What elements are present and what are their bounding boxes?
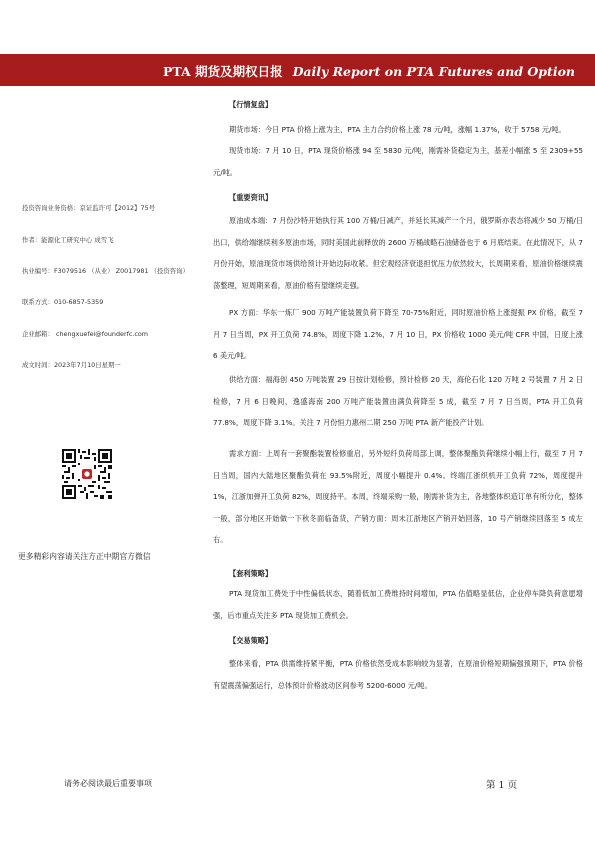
contact-phone: 联系方式：010-6857-5359 [22, 298, 104, 306]
paragraph-supply: 供给方面：福海创 450 万吨装置 29 日按计划检修，预计检修 20 天，海伦石化 120 万吨 2 号装置 7 月 2 日检修，7 月 6 日晚间，逸盛海南 200 万吨产能装置由满负荷降至 5 成，截至 7 月 7 日当周，PTA 开工负荷 77.8%，周度下降 3.1%。关注 7 月份恒力惠州二期 250 万吨 PTA 新产能投产计划。 [213, 375, 583, 427]
page-number: 第 1 页 [486, 780, 518, 791]
paragraph-spot-market: 现货市场：7 月 10 日，PTA 现货价格涨 94 至 5830 元/吨，刚需补货稳定为主，基差小幅涨 5 至 2309+55 元/吨。 [213, 146, 583, 177]
author-info: 作者：能源化工研究中心 成雪飞 [22, 236, 114, 244]
paragraph-futures-market: 期货市场：今日 PTA 价格上涨为主，PTA 主力合约价格上涨 78 元/吨，涨幅 1.37%，收于 5758 元/吨。 [229, 125, 566, 134]
report-date: 成文时间：2023年7月10日星期一 [22, 361, 121, 369]
license-info: 投资咨询业务资格：京证监许可【2012】75号 [22, 204, 156, 212]
contact-email: 企业邮箱： chengxuefei@founderfc.com [22, 330, 149, 338]
paragraph-px: PX 方面：华东一炼厂 900 万吨产能装置负荷下降至 70-75%附近，同时原油价格上涨提振 PX 价格，截至 7 月 7 日当周，PX 开工负荷 74.8%，周度下降 1.2%，7 月 10 日，PX 价格收 1000 美元/吨 CFR 中国，日度上涨 6 美元/吨。 [213, 308, 583, 360]
practice-id: 执业编号：F3079516 （从业） Z0017981 （投资咨询） [22, 267, 189, 275]
qr-caption: 更多精彩内容请关注方正中期官方微信 [18, 552, 151, 561]
paragraph-crude-oil-cost: 原油成本端：7 月份沙特开始执行其 100 万桶/日减产，并延长其减产一个月，俄罗斯亦表态将减少 50 万桶/日出口，供给端继续利多原油市场，同时美国此前释放的 2600 万桶战略石油储备也于 6 月底结束。在此情况下，从 7 月份开始，原油现货市场供给预计开始边际收紧。但宏观经济衰退担忧压力依然较大，长周期来看，原油价格继续震荡整理，短周期来看，原油价格有望继续走强。 [213, 216, 583, 290]
report-title [163, 62, 575, 80]
report-title-en: Daily Report on PTA Futures and Option [292, 64, 575, 79]
footer-disclaimer: 请务必阅读最后重要事项 [64, 779, 152, 788]
report-header-banner [0, 54, 595, 86]
paragraph-arbitrage: PTA 现货加工费处于中性偏低状态，随着低加工费维持时间增加，PTA 估值略显低估，企业停车降负荷意愿增强，后市重点关注多 PTA 现货加工费机会。 [213, 589, 583, 620]
paragraph-demand: 需求方面：上周有一套聚酯装置检修重启，另外短纤负荷局部上调，整体聚酯负荷继续小幅上行，截至 7 月 7 日当周，国内大陆地区聚酯负荷在 93.5%附近，周度小幅提升 0.4%。终端江浙织机开工负荷 72%，周度提升 1%，江浙加弹开工负荷 82%，周度持平。本周，终端采购一般，刚需补货为主，各地整体织造订单有所分化，整体一般，部分地区开始做一下秋冬面临备货，产销方面：周末江浙地区产销开始回落，10 号产销继续回落至 5 成左右。 [213, 449, 583, 544]
section-title-key-news: 【重要资讯】 [229, 193, 273, 202]
wechat-qr-code-icon [62, 449, 112, 499]
section-title-arbitrage-strategy: 【套利策略】 [229, 569, 273, 578]
section-title-trading-strategy: 【交易策略】 [229, 636, 273, 645]
report-title-cn: PTA 期货及期权日报 [163, 64, 283, 79]
section-title-market-review: 【行情复盘】 [229, 100, 273, 109]
paragraph-trading: 整体来看，PTA 供需维持紧平衡，PTA 价格依然受成本影响较为显著，在原油价格短期偏强预期下，PTA 价格有望震荡偏强运行，总体预计价格波动区间参考 5200-6000 元/吨。 [213, 659, 583, 690]
